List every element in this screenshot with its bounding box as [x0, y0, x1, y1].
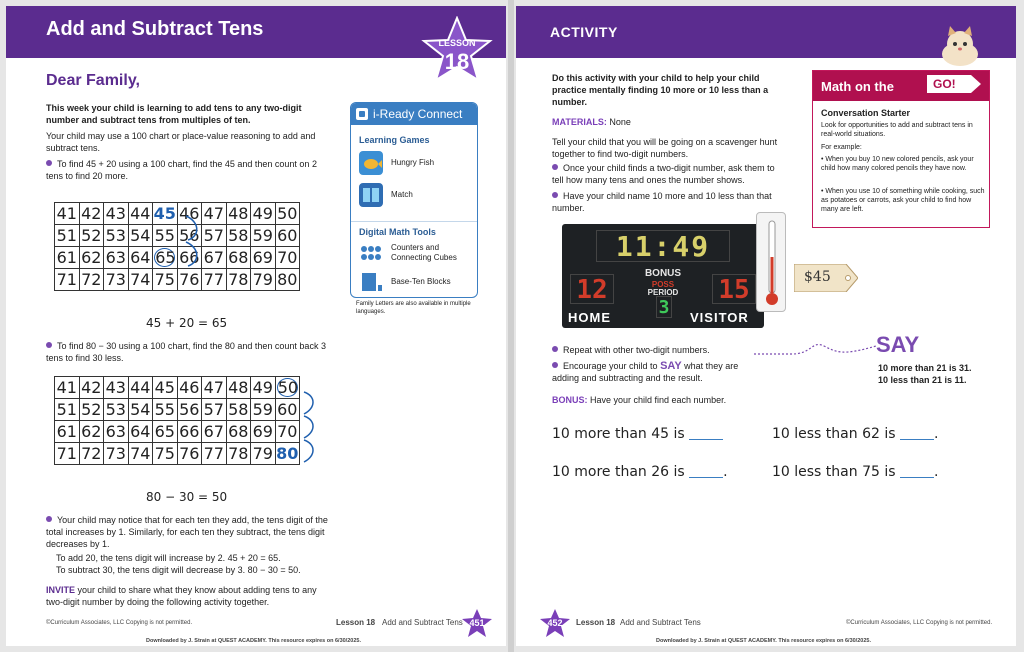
chart-cell-value: 64 — [130, 248, 151, 267]
tool-base-ten[interactable] — [359, 271, 475, 295]
bonus — [552, 394, 852, 406]
bullet-3-text: Your child may notice that for each ten they add, the tens digit of the total increases by 1. Similarly, for each ten they subtract, the tens digit decreases by 1. — [46, 515, 328, 549]
chart-cell-value: 66 — [179, 248, 200, 267]
say-line-1: 10 more than 21 is 31. — [878, 363, 972, 373]
chart-cell-value: 72 — [81, 444, 102, 463]
chart-cell-value: 62 — [81, 422, 102, 441]
chart-cell — [153, 377, 178, 399]
languages-note: Family Letters are also available in multiple languages. — [356, 301, 471, 315]
visitor-label: VISITOR — [690, 310, 749, 325]
bullet-icon — [46, 342, 52, 348]
chart-cell-value: 59 — [252, 226, 273, 245]
chart-cell — [104, 247, 129, 269]
chart-cell-value: 52 — [81, 400, 102, 419]
digital-tools-heading: Digital Math Tools — [359, 227, 436, 237]
chart-cell-value: 54 — [130, 400, 151, 419]
chart-cell — [55, 443, 80, 465]
chart-cell-value: 65 — [154, 422, 175, 441]
chart-cell — [251, 377, 276, 399]
chart-cell — [153, 443, 178, 465]
home-score: 12 — [570, 274, 614, 304]
chart-cell-value: 52 — [81, 226, 102, 245]
chart-cell-value: 55 — [154, 226, 175, 245]
chart-cell — [251, 421, 276, 443]
bonus-label-text: BONUS: — [552, 395, 588, 405]
bullet-icon — [552, 164, 558, 170]
bullet-icon — [552, 346, 558, 352]
question-1-text: 10 more than 45 is — [552, 426, 685, 442]
chart-cell-value: 68 — [228, 248, 249, 267]
visitor-score: 15 — [712, 274, 756, 304]
chart-cell — [104, 225, 129, 247]
bonus-label: BONUS — [644, 268, 682, 279]
chart-cell-value: 77 — [203, 444, 224, 463]
chart-cell — [226, 247, 251, 269]
chart-cell-value: 74 — [130, 444, 151, 463]
chart-cell-value: 54 — [130, 226, 151, 245]
game-2-label: Match — [391, 190, 413, 199]
chart-cell-value: 50 — [277, 204, 298, 223]
chart-cell — [251, 399, 276, 421]
bonus-text: Have your child find each number. — [587, 395, 727, 405]
chart-cell — [153, 247, 178, 269]
question-3-text: 10 more than 26 is — [552, 464, 685, 480]
chart-cell-value: 70 — [277, 248, 298, 267]
chart-cell-value: 69 — [252, 422, 273, 441]
chart-cell-value: 49 — [252, 378, 273, 397]
go-label: GO! — [933, 77, 956, 91]
iready-logo-icon — [356, 108, 368, 120]
page-number: 452 — [547, 618, 563, 628]
game-hungry-fish[interactable] — [359, 151, 475, 175]
lesson-label: LESSON — [438, 38, 476, 48]
bullet-2-text: To find 80 − 30 using a 100 chart, find the 80 and then count back 3 tens to find 30 less. — [46, 341, 326, 363]
math-on-the-go-header — [813, 71, 989, 101]
chart-cell-value: 45 — [153, 204, 176, 223]
period-label: PERIOD — [647, 288, 679, 297]
bullet-icon — [552, 362, 558, 368]
divider — [351, 221, 478, 222]
chart-cell — [128, 399, 153, 421]
chart-cell-value: 71 — [56, 270, 77, 289]
bullet-3 — [46, 514, 336, 550]
chart-cell — [153, 399, 178, 421]
question-2 — [772, 426, 938, 442]
base-ten-blocks-icon — [359, 271, 383, 295]
chart-cell-value: 58 — [228, 226, 249, 245]
chart-cell — [55, 377, 80, 399]
step-1 — [552, 162, 782, 186]
chart-cell — [128, 443, 153, 465]
page-number: 451 — [469, 618, 485, 628]
tool-counters[interactable] — [359, 243, 475, 267]
chart-cell — [226, 443, 251, 465]
chart-cell-value: 77 — [203, 270, 224, 289]
period-mark: . — [933, 464, 939, 480]
chart-cell-value: 57 — [203, 400, 224, 419]
example-1-text: When you buy 10 new colored pencils, ask your child how many colored pencils they have now. — [821, 156, 974, 172]
materials — [552, 116, 782, 128]
chart-cell — [226, 421, 251, 443]
bullet-1-text: To find 45 + 20 using a 100 chart, find the 45 and then count on 2 tens to find 20 more. — [46, 159, 317, 181]
tool-1-label: Counters and Connecting Cubes — [391, 243, 457, 262]
bullet-2 — [46, 340, 336, 364]
invite-word: INVITE — [46, 585, 76, 595]
chart-cell-value: 46 — [179, 204, 200, 223]
chart-cell — [55, 225, 80, 247]
chart-cell — [275, 443, 300, 465]
period-mark: . — [933, 426, 939, 442]
step-4-post: what they are adding and subtracting and the result. — [552, 361, 739, 383]
iready-connect-box — [350, 102, 478, 298]
chart-cell — [79, 225, 104, 247]
question-4 — [772, 464, 938, 480]
chart-cell-value: 42 — [81, 204, 102, 223]
chart-cell-value: 58 — [228, 400, 249, 419]
question-4-text: 10 less than 75 is — [772, 464, 896, 480]
step-4 — [552, 360, 752, 384]
iready-connect-title: i-Ready Connect — [373, 107, 463, 121]
chart-cell-value: 60 — [277, 226, 298, 245]
counters-icon — [359, 243, 383, 267]
chart-cell — [128, 203, 153, 225]
chart-cell — [104, 377, 129, 399]
period-mark: . — [723, 464, 728, 480]
chart-cell-value: 76 — [179, 270, 200, 289]
invite-paragraph — [46, 584, 336, 608]
intro-bold: This week your child is learning to add tens to any two-digit number and subtract tens from multiples of ten. — [46, 103, 302, 125]
chart-cell — [128, 225, 153, 247]
activity-title: ACTIVITY — [550, 24, 618, 40]
page-number-badge — [538, 608, 572, 638]
question-2-text: 10 less than 62 is — [772, 426, 896, 442]
copyright: ©Curriculum Associates, LLC Copying is not permitted. — [846, 620, 993, 626]
period-value: 3 — [656, 296, 672, 318]
chart-cell — [79, 399, 104, 421]
chart-cell — [275, 399, 300, 421]
hundred-chart-1 — [54, 202, 300, 291]
chart-cell-value: 63 — [105, 248, 126, 267]
chart-cell — [202, 377, 227, 399]
chart-cell-value: 49 — [252, 204, 273, 223]
step-3 — [552, 344, 782, 356]
scoreboard-clock: 11:49 — [596, 230, 730, 262]
chart-cell-value: 59 — [252, 400, 273, 419]
chart-cell-value: 71 — [56, 444, 77, 463]
cat-mascot-icon — [932, 24, 988, 68]
say-heading: SAY — [876, 332, 920, 357]
chart-cell — [55, 247, 80, 269]
bullet-1 — [46, 158, 336, 182]
chart-cell — [55, 269, 80, 291]
answer-blank[interactable] — [900, 464, 934, 478]
chart-cell — [104, 399, 129, 421]
footer-lesson: Lesson 18 — [336, 618, 376, 627]
chart-cell-value: 67 — [203, 422, 224, 441]
chart-row — [55, 399, 300, 421]
chart-cell — [226, 269, 251, 291]
footer-lesson: Lesson 18 — [576, 618, 616, 627]
chart-cell-value: 53 — [105, 226, 126, 245]
chart-cell-value: 55 — [154, 400, 175, 419]
poss-label: POSS — [651, 280, 675, 289]
conversation-heading: Conversation Starter — [821, 108, 911, 118]
thermometer-icon — [756, 212, 786, 312]
footer-title: Add and Subtract Tens — [382, 618, 463, 627]
price-tag-value: $45 — [804, 269, 831, 285]
chart-cell — [55, 421, 80, 443]
chart-cell — [153, 203, 178, 225]
chart-cell-value: 46 — [179, 378, 200, 397]
lesson-star-badge — [420, 16, 494, 84]
chart-cell — [275, 269, 300, 291]
chart-cell-value: 67 — [203, 248, 224, 267]
chart-cell — [104, 443, 129, 465]
home-label: HOME — [568, 310, 611, 325]
chart-cell — [275, 247, 300, 269]
chart-cell-value: 64 — [130, 422, 151, 441]
chart-cell-value: 51 — [56, 400, 77, 419]
materials-value: None — [606, 117, 631, 127]
chart-cell-value: 47 — [203, 378, 224, 397]
chart-cell-value: 56 — [179, 226, 200, 245]
tool-2-label: Base-Ten Blocks — [391, 277, 451, 286]
chart-cell — [226, 399, 251, 421]
download-note: Downloaded by J. Strain at QUEST ACADEMY. This resource expires on 6/30/2025. — [146, 638, 361, 644]
chart-cell-value: 70 — [277, 422, 298, 441]
chart-cell-value: 41 — [56, 204, 77, 223]
chart-cell — [79, 247, 104, 269]
chart-cell — [177, 443, 202, 465]
chart-cell-value: 73 — [105, 270, 126, 289]
chart-cell-value: 61 — [56, 248, 77, 267]
chart-cell-value: 60 — [277, 400, 298, 419]
chart-cell-value: 48 — [228, 204, 249, 223]
chart-cell — [55, 203, 80, 225]
bullet-icon — [46, 160, 52, 166]
math-on-the-go-box — [812, 70, 990, 228]
chart-cell-value: 43 — [105, 204, 126, 223]
chart-cell-value: 61 — [56, 422, 77, 441]
note-add: To add 20, the tens digit will increase by 2. 45 + 20 = 65. — [56, 553, 281, 563]
step-3-text: Repeat with other two-digit numbers. — [563, 345, 710, 355]
materials-label: MATERIALS: — [552, 117, 607, 127]
chart-cell-value: 65 — [155, 248, 176, 267]
chart-cell-value: 48 — [228, 378, 249, 397]
chart-cell — [79, 377, 104, 399]
chart-cell — [128, 247, 153, 269]
chart-cell-value: 51 — [56, 226, 77, 245]
chart-cell-value: 66 — [179, 422, 200, 441]
chart-cell-value: 45 — [154, 378, 175, 397]
chart-cell — [177, 421, 202, 443]
instruction: Tell your child that you will be going on a scavenger hunt together to find two-digit numbers. — [552, 137, 778, 159]
step-1-text: Once your child finds a two-digit number, ask them to tell how many tens and ones the number shows. — [552, 163, 775, 185]
chart-cell-value: 69 — [252, 248, 273, 267]
greeting: Dear Family, — [46, 72, 140, 89]
game-match[interactable] — [359, 183, 475, 207]
chart-cell — [275, 421, 300, 443]
answer-blank[interactable] — [900, 426, 934, 440]
chart-row — [55, 247, 300, 269]
chart-cell — [177, 399, 202, 421]
chart-cell — [104, 269, 129, 291]
chart-cell-value: 63 — [105, 422, 126, 441]
chart-cell — [79, 203, 104, 225]
right-page — [516, 6, 1016, 646]
equation-2: 80 − 30 = 50 — [146, 490, 228, 504]
chart-row — [55, 203, 300, 225]
game-1-label: Hungry Fish — [391, 158, 435, 167]
chart-cell-value: 53 — [105, 400, 126, 419]
chart-cell — [275, 203, 300, 225]
footer-title: Add and Subtract Tens — [620, 618, 701, 627]
say-line-2: 10 less than 21 is 11. — [878, 375, 967, 385]
chart-cell — [177, 377, 202, 399]
chart-cell — [153, 269, 178, 291]
chart-cell-value: 43 — [105, 378, 126, 397]
step-2-text: Have your child name 10 more and 10 less than that number. — [552, 191, 772, 213]
bullet-icon — [552, 192, 558, 198]
question-1 — [552, 426, 723, 442]
chart-cell — [251, 203, 276, 225]
chart-cell — [275, 377, 300, 399]
chart-cell — [153, 421, 178, 443]
copyright: ©Curriculum Associates, LLC Copying is not permitted. — [46, 620, 193, 626]
example-2 — [821, 187, 985, 214]
chart-cell-value: 79 — [252, 444, 273, 463]
left-page — [6, 6, 506, 646]
chart-cell — [153, 225, 178, 247]
chart-cell-value: 78 — [228, 444, 249, 463]
example-2-text: When you use 10 of something while cooking, such as potatoes or carrots, ask your child to find how many are left. — [821, 188, 985, 213]
chart-cell-value: 68 — [228, 422, 249, 441]
chart-cell-value: 41 — [56, 378, 77, 397]
iready-connect-header — [351, 103, 477, 125]
conversation-text: Look for opportunities to add and subtract tens in real-world situations. — [821, 122, 973, 138]
chart-cell-value: 56 — [179, 400, 200, 419]
bullet-icon: • — [821, 156, 826, 163]
page-gutter — [508, 0, 514, 652]
price-tag — [794, 264, 858, 292]
dotted-connector — [752, 336, 882, 366]
chart-cell-value: 75 — [154, 270, 175, 289]
chart-cell-value: 80 — [276, 444, 299, 463]
bullet-icon: • — [821, 188, 826, 195]
chart-cell — [275, 225, 300, 247]
chart-cell — [128, 421, 153, 443]
chart-cell — [104, 203, 129, 225]
go-tag — [923, 73, 983, 95]
chart-cell — [202, 443, 227, 465]
activity-intro: Do this activity with your child to help your child practice mentally finding 10 more or 10 less than a number. — [552, 73, 769, 107]
step-2 — [552, 190, 782, 214]
chart-row — [55, 377, 300, 399]
invite-text: your child to share what they know about adding tens to any two-digit number by doing the following activity together. — [46, 585, 317, 607]
chart-cell — [55, 399, 80, 421]
step-4-pre: Encourage your child to — [563, 361, 661, 371]
download-note: Downloaded by J. Strain at QUEST ACADEMY. This resource expires on 6/30/2025. — [656, 638, 871, 644]
scoreboard-image — [562, 224, 764, 328]
chart-cell-value: 78 — [228, 270, 249, 289]
chart-cell-value: 44 — [130, 204, 151, 223]
learning-games-heading: Learning Games — [359, 135, 430, 145]
chart-cell-value: 50 — [277, 378, 299, 397]
chart-cell-value: 74 — [130, 270, 151, 289]
chart-row — [55, 421, 300, 443]
page-number-badge — [460, 608, 494, 638]
chart-cell — [251, 269, 276, 291]
bullet-icon — [46, 516, 52, 522]
equation-1: 45 + 20 = 65 — [146, 316, 228, 330]
chart-cell — [226, 377, 251, 399]
hundred-chart-2 — [54, 376, 300, 465]
chart-cell-value: 42 — [81, 378, 102, 397]
chart-cell — [128, 377, 153, 399]
fish-icon — [359, 151, 383, 175]
chart-cell-value: 62 — [81, 248, 102, 267]
chart-cell — [79, 443, 104, 465]
lesson-number: 18 — [444, 49, 470, 74]
chart-cell-value: 47 — [203, 204, 224, 223]
step-4-say: SAY — [660, 360, 682, 372]
chart-cell — [226, 225, 251, 247]
example-label: For example: — [821, 144, 862, 151]
chart-cell — [202, 399, 227, 421]
chart-cell-value: 79 — [252, 270, 273, 289]
answer-blank[interactable] — [689, 426, 723, 440]
chart-row — [55, 269, 300, 291]
chart-row — [55, 443, 300, 465]
chart-cell — [226, 203, 251, 225]
chart-cell — [202, 421, 227, 443]
chart-cell-value: 75 — [154, 444, 175, 463]
page-title: Add and Subtract Tens — [46, 18, 264, 40]
question-3 — [552, 464, 728, 480]
math-on-the-go-title: Math on the — [821, 79, 894, 94]
chart-cell-value: 72 — [81, 270, 102, 289]
intro-text: Your child may use a 100 chart or place-value reasoning to add and subtract tens. — [46, 131, 316, 153]
chart-cell-value: 76 — [179, 444, 200, 463]
chart-cell-value: 80 — [277, 270, 298, 289]
chart-cell — [251, 225, 276, 247]
chart-cell — [251, 443, 276, 465]
chart-cell-value: 44 — [130, 378, 151, 397]
chart-cell-value: 57 — [203, 226, 224, 245]
chart-cell — [128, 269, 153, 291]
chart-cell — [79, 421, 104, 443]
count-back-arrows — [302, 384, 322, 470]
note-subtract: To subtract 30, the tens digit will decrease by 3. 80 − 30 = 50. — [56, 565, 301, 575]
chart-row — [55, 225, 300, 247]
match-cards-icon — [359, 183, 383, 207]
example-1 — [821, 155, 985, 173]
chart-cell-value: 73 — [105, 444, 126, 463]
chart-cell — [251, 247, 276, 269]
answer-blank[interactable] — [689, 464, 723, 478]
chart-cell — [79, 269, 104, 291]
count-on-arrows — [182, 212, 206, 274]
chart-cell — [104, 421, 129, 443]
